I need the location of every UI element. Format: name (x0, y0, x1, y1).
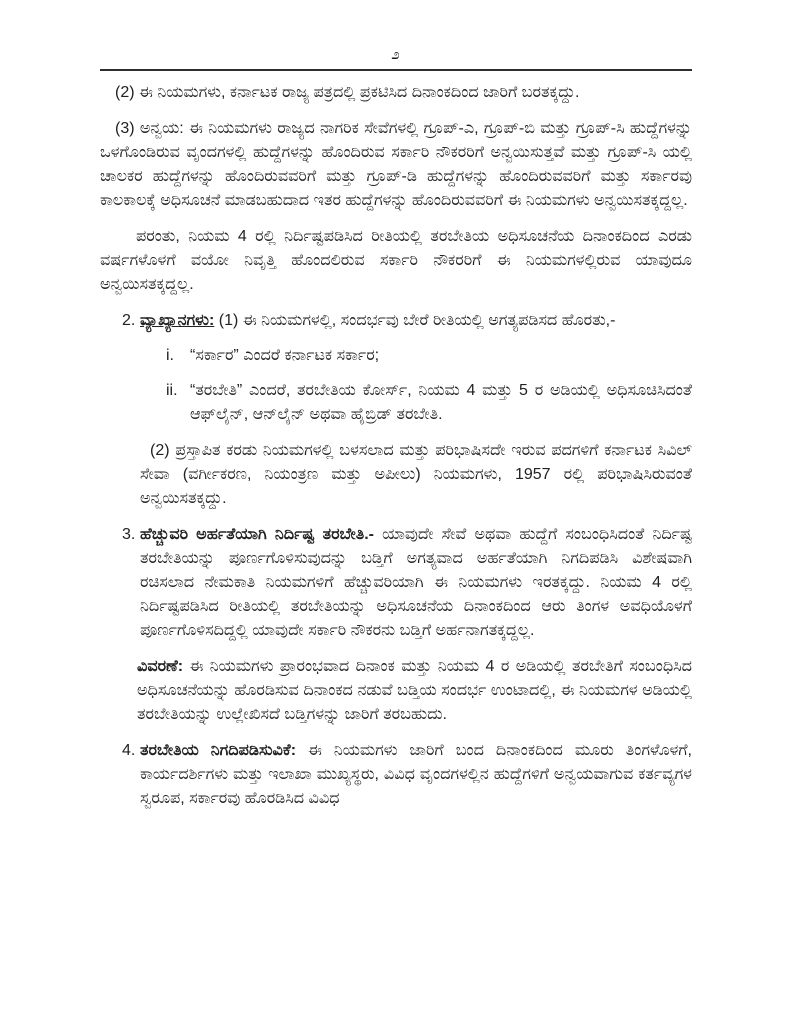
explanation-text: ಈ ನಿಯಮಗಳು ಪ್ರಾರಂಭವಾದ ದಿನಾಂಕ ಮತ್ತು ನಿಯಮ 4 ರ ಅಡಿಯಲ್ಲಿ ತರಬೇತಿಗೆ ಸಂಬಂಧಿಸಿದ ಅಧಿಸೂಚನೆಯನ್ನು ಹೊರಡಿಸುವ ದಿನಾಂಕದ ನಡುವೆ ಬಡ್ತಿಯ ಸಂದರ್ಭ ಉಂಟಾದಲ್ಲಿ, ಈ ನಿಯಮಗಳ ಅಡಿಯಲ್ಲಿ ತರಬೇತಿಯನ್ನು ಉಲ್ಲೇಖಿಸದೆ ಬಡ್ತಿಗಳನ್ನು ಜಾರಿಗೆ ತರಬಹುದು. (137, 658, 692, 723)
definition-item-i-text: “ಸರ್ಕಾರ” ಎಂದರೆ ಕರ್ನಾಟಕ ಸರ್ಕಾರ; (190, 347, 380, 364)
page-number: ೨ (391, 46, 401, 63)
section-2-intro: (1) ಈ ನಿಯಮಗಳಲ್ಲಿ, ಸಂದರ್ಭವು ಬೇರೆ ರೀತಿಯಲ್ಲಿ ಅಗತ್ಯಪಡಿಸದ ಹೊರತು,- (214, 312, 616, 329)
section-4 (100, 739, 692, 811)
section-4-text: ಈ ನಿಯಮಗಳು ಜಾರಿಗೆ ಬಂದ ದಿನಾಂಕದಿಂದ ಮೂರು ತಿಂಗಳೊಳಗೆ, ಕಾರ್ಯದರ್ಶಿಗಳು ಮತ್ತು ಇಲಾಖಾ ಮುಖ್ಯಸ್ಥರು, ವಿವಿಧ ವೃಂದಗಳಲ್ಲಿನ ಹುದ್ದೆಗಳಿಗೆ ಅನ್ವಯವಾಗುವ ಕರ್ತವ್ಯಗಳ ಸ್ವರೂಪ, ಸರ್ಕಾರವು ಹೊರಡಿಸಿದ ವಿವಿಧ (140, 742, 692, 807)
section-4-heading: ತರಬೇತಿಯ ನಿಗದಿಪಡಿಸುವಿಕೆ: (140, 742, 297, 759)
definition-item-i (140, 344, 692, 368)
section-4-number: 4. (122, 742, 136, 759)
section-2-subparagraph-2: (2) ಪ್ರಸ್ತಾಪಿತ ಕರಡು ನಿಯಮಗಳಲ್ಲಿ ಬಳಸಲಾದ ಮತ್ತು ಪರಿಭಾಷಿಸದೇ ಇರುವ ಪದಗಳಿಗೆ ಕರ್ನಾಟಕ ಸಿವಿಲ್ ಸೇವಾ (ವರ್ಗೀಕರಣ, ನಿಯಂತ್ರಣ ಮತ್ತು ಅಪೀಲು) ನಿಯಮಗಳು, 1957 ರಲ್ಲಿ ಪರಿಭಾಷಿಸಿರುವಂತೆ ಅನ್ವಯಿಸತಕ್ಕದ್ದು. (140, 442, 692, 507)
header-rule (100, 69, 692, 71)
section-4-body (140, 739, 692, 811)
section-3-text: ಯಾವುದೇ ಸೇವೆ ಅಥವಾ ಹುದ್ದೆಗೆ ಸಂಬಂಧಿಸಿದಂತೆ ನಿರ್ದಿಷ್ಟ ತರಬೇತಿಯನ್ನು ಪೂರ್ಣಗೊಳಿಸುವುದನ್ನು ಬಡ್ತಿಗೆ ಅಗತ್ಯವಾದ ಅರ್ಹತೆಯಾಗಿ ನಿಗದಿಪಡಿಸಿ ವಿಶೇಷವಾಗಿ ರಚಿಸಲಾದ ನೇಮಕಾತಿ ನಿಯಮಗಳಿಗೆ ಹೆಚ್ಚುವರಿಯಾಗಿ ಈ ನಿಯಮಗಳು ಇರತಕ್ಕದ್ದು. ನಿಯಮ 4 ರಲ್ಲಿ ನಿರ್ದಿಷ್ಟಪಡಿಸಿದ ರೀತಿಯಲ್ಲಿ ತರಬೇತಿಯನ್ನು ಅಧಿಸೂಚನೆಯ ದಿನಾಂಕದಿಂದ ಆರು ತಿಂಗಳ ಅವಧಿಯೊಳಗೆ ಪೂರ್ಣಗೊಳಿಸದಿದ್ದಲ್ಲಿ ಯಾವುದೇ ಸರ್ಕಾರಿ ನೌಕರನು ಬಡ್ತಿಗೆ ಅರ್ಹನಾಗತಕ್ಕದ್ದಲ್ಲ. (140, 526, 692, 639)
section-3-body (140, 523, 692, 643)
section-3-number: 3. (122, 526, 136, 543)
section-3-heading: ಹೆಚ್ಚುವರಿ ಅರ್ಹತೆಯಾಗಿ ನಿರ್ದಿಷ್ಟ ತರಬೇತಿ.- (140, 526, 374, 543)
paragraph-3: (3) ಅನ್ವಯ: ಈ ನಿಯಮಗಳು ರಾಜ್ಯದ ನಾಗರಿಕ ಸೇವೆಗಳಲ್ಲಿ ಗ್ರೂಪ್-ಎ, ಗ್ರೂಪ್-ಬಿ ಮತ್ತು ಗ್ರೂಪ್-ಸಿ ಹುದ್ದೆಗಳನ್ನು ಒಳಗೊಂಡಿರುವ ವೃಂದಗಳಲ್ಲಿ ಹುದ್ದೆಗಳನ್ನು ಹೊಂದಿರುವ ಸರ್ಕಾರಿ ನೌಕರರಿಗೆ ಅನ್ವಯಿಸುತ್ತವೆ ಮತ್ತು ಗ್ರೂಪ್-ಸಿ ಯಲ್ಲಿ ಚಾಲಕರ ಹುದ್ದೆಗಳನ್ನು ಹೊಂದಿರುವವರಿಗೆ ಮತ್ತು ಗ್ರೂಪ್-ಡಿ ಹುದ್ದೆಗಳನ್ನು ಹೊಂದಿರುವವರಿಗೆ ಮತ್ತು ಸರ್ಕಾರವು ಕಾಲಕಾಲಕ್ಕೆ ಅಧಿಸೂಚನೆ ಮಾಡಬಹುದಾದ ಇತರ ಹುದ್ದೆಗಳನ್ನು ಹೊಂದಿರುವವರಿಗೆ ಈ ನಿಯಮಗಳು ಅನ್ವಯಿಸತಕ್ಕದ್ದಲ್ಲ. (100, 120, 692, 209)
definition-item-i-marker: i. (166, 347, 174, 364)
explanation-heading: ವಿವರಣೆ: (137, 658, 184, 675)
paragraph-2: (2) ಈ ನಿಯಮಗಳು, ಕರ್ನಾಟಕ ರಾಜ್ಯ ಪತ್ರದಲ್ಲಿ ಪ್ರಕಟಿಸಿದ ದಿನಾಂಕದಿಂದ ಜಾರಿಗೆ ಬರತಕ್ಕದ್ದು. (115, 84, 580, 101)
explanation-paragraph (137, 655, 692, 727)
proviso-paragraph: ಪರಂತು, ನಿಯಮ 4 ರಲ್ಲಿ ನಿರ್ದಿಷ್ಟಪಡಿಸಿದ ರೀತಿಯಲ್ಲಿ ತರಬೇತಿಯ ಅಧಿಸೂಚನೆಯ ದಿನಾಂಕದಿಂದ ಎರಡು ವರ್ಷಗಳೊಳಗೆ ವಯೋ ನಿವೃತ್ತಿ ಹೊಂದಲಿರುವ ಸರ್ಕಾರಿ ನೌಕರರಿಗೆ ಈ ನಿಯಮಗಳಲ್ಲಿರುವ ಯಾವುದೂ ಅನ್ವಯಿಸತಕ್ಕದ್ದಲ್ಲ. (100, 228, 692, 293)
section-2 (100, 309, 692, 511)
section-3 (100, 523, 692, 643)
definition-item-ii-marker: ii. (166, 382, 178, 399)
document-body (100, 81, 692, 811)
section-2-heading: ವ್ಯಾಖ್ಯಾನಗಳು: (140, 312, 215, 329)
section-2-number: 2. (122, 312, 136, 329)
page-header (100, 46, 692, 67)
definition-item-ii (140, 379, 692, 427)
definition-item-ii-text: “ತರಬೇತಿ” ಎಂದರೆ, ತರಬೇತಿಯ ಕೋರ್ಸ್, ನಿಯಮ 4 ಮತ್ತು 5 ರ ಅಡಿಯಲ್ಲಿ ಅಧಿಸೂಚಿಸಿದಂತೆ ಆಫ್‌ಲೈನ್, ಆನ್‌ಲೈನ್ ಅಥವಾ ಹೈಬ್ರಿಡ್ ತರಬೇತಿ. (190, 382, 692, 423)
section-2-body (140, 309, 692, 511)
